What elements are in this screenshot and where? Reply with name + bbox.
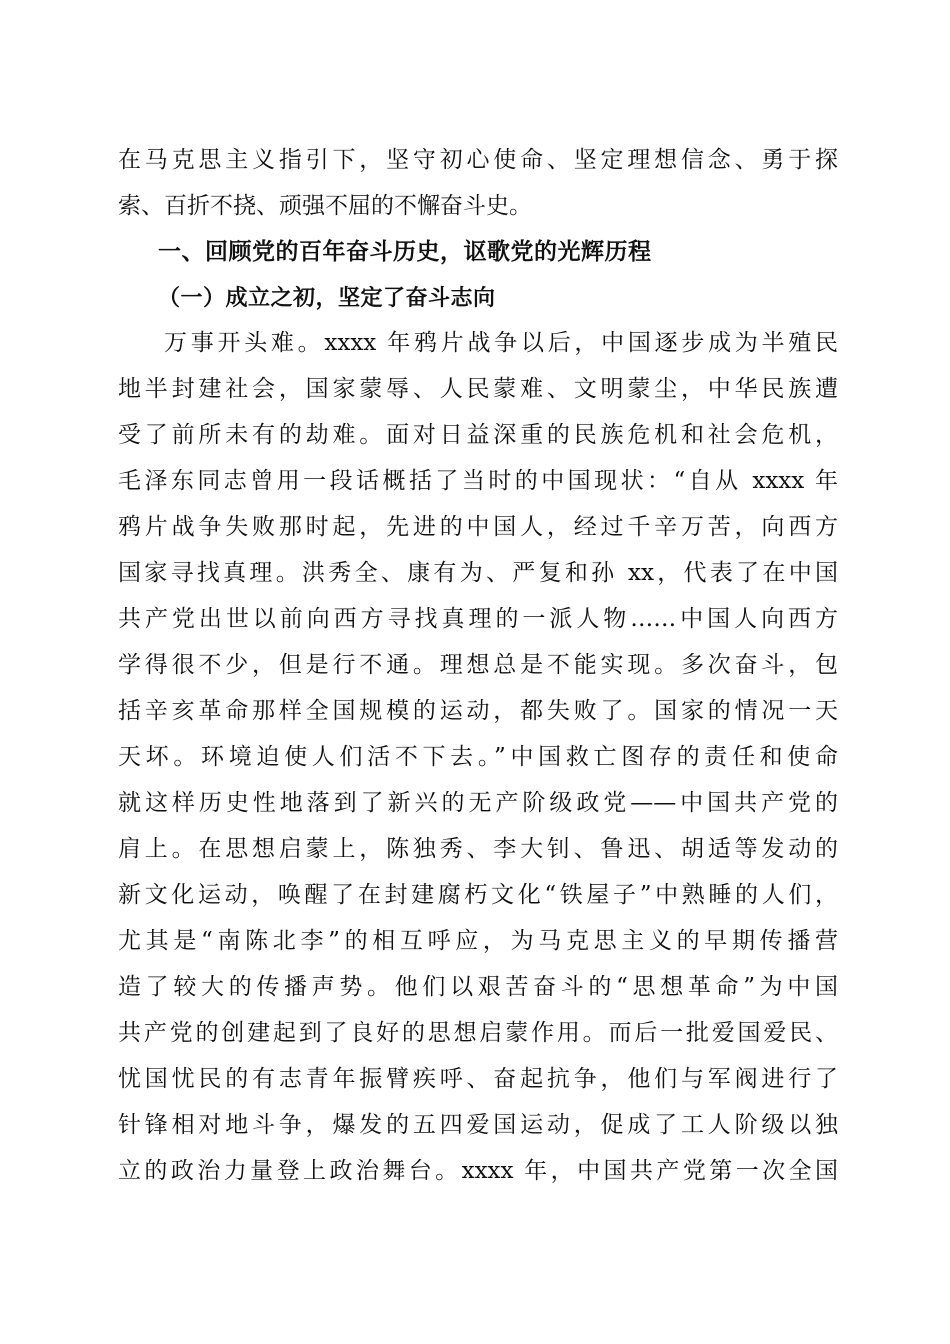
- intro-line-2: 索、百折不挠、顽强不屈的不懈奋斗史。: [118, 193, 532, 219]
- intro-line-1: 在马克思主义指引下，坚守初心使命、坚定理想信念、勇于探: [118, 147, 838, 173]
- body-line-17: 忧国忧民的有志青年振臂疾呼、奋起抗争，他们与军阀进行了: [118, 1066, 838, 1092]
- body-line-13: 新文化运动，唤醒了在封建腐朽文化“铁屋子”中熟睡的人们，: [118, 882, 838, 908]
- body-line-1: 万事开头难。xxxx 年鸦片战争以后，中国逐步成为半殖民: [164, 330, 838, 356]
- section-heading: 一、回顾党的百年奋斗历史，讴歌党的光辉历程: [158, 239, 652, 265]
- body-line-11: 就这样历史性地落到了新兴的无产阶级政党——中国共产党的: [118, 790, 838, 816]
- body-line-10: 天坏。环境迫使人们活不下去。”中国救亡图存的责任和使命: [118, 744, 838, 770]
- body-line-2: 地半封建社会，国家蒙辱、人民蒙难、文明蒙尘，中华民族遭: [118, 376, 838, 402]
- body-line-14: 尤其是“南陈北李”的相互呼应，为马克思主义的早期传播营: [118, 928, 838, 954]
- body-line-12: 肩上。在思想启蒙上，陈独秀、李大钊、鲁迅、胡适等发动的: [118, 836, 838, 862]
- body-line-18: 针锋相对地斗争，爆发的五四爱国运动，促成了工人阶级以独: [118, 1112, 838, 1138]
- subsection-heading: （一）成立之初，坚定了奋斗志向: [158, 285, 496, 311]
- body-line-4: 毛泽东同志曾用一段话概括了当时的中国现状：“自从 xxxx 年: [118, 468, 838, 494]
- body-line-3: 受了前所未有的劫难。面对日益深重的民族危机和社会危机，: [118, 422, 838, 448]
- body-line-19: 立的政治力量登上政治舞台。xxxx 年，中国共产党第一次全国: [118, 1158, 838, 1184]
- body-line-8: 学得很不少，但是行不通。理想总是不能实现。多次奋斗，包: [118, 652, 838, 678]
- body-line-7: 共产党出世以前向西方寻找真理的一派人物……中国人向西方: [118, 606, 838, 632]
- body-line-9: 括辛亥革命那样全国规模的运动，都失败了。国家的情况一天: [118, 698, 838, 724]
- body-line-6: 国家寻找真理。洪秀全、康有为、严复和孙 xx，代表了在中国: [118, 560, 838, 586]
- body-line-16: 共产党的创建起到了良好的思想启蒙作用。而后一批爱国爱民、: [118, 1020, 838, 1046]
- body-line-15: 造了较大的传播声势。他们以艰苦奋斗的“思想革命”为中国: [118, 974, 838, 1000]
- body-line-5: 鸦片战争失败那时起，先进的中国人，经过千辛万苦，向西方: [118, 514, 838, 540]
